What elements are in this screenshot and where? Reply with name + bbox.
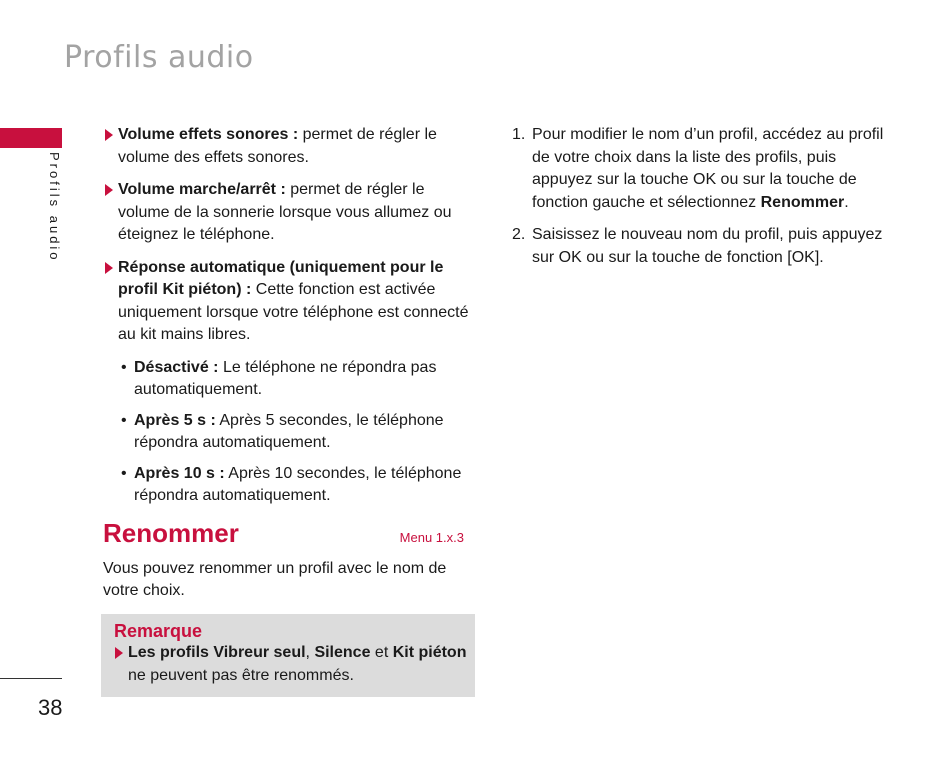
triangle-bullet-icon [105,129,113,141]
sub-bullet-term: Après 10 s : [134,464,225,482]
note-profile-1: Les profils Vibreur seul [128,644,306,661]
right-column [512,124,884,279]
note-rest: ne peuvent pas être renommés. [128,666,354,684]
step-text: Saisissez le nouveau nom du profil, puis appuyez sur OK ou sur la touche de fonction [OK]. [532,226,883,266]
note-body [128,642,468,687]
note-profile-3: Kit piéton [392,644,467,661]
note-separator: , [305,644,315,661]
numbered-step [512,124,884,214]
dot-bullet-icon: • [121,358,127,376]
sub-bullet-text: Après 10 secondes, le téléphone répondra automatiquement. [134,464,462,504]
bullet-term: Volume marche/arrêt : [118,181,286,198]
bullet-text: permet de régler le volume des effets sonores. [118,126,437,166]
note-profile-2: Silence [314,644,371,661]
bullet-term: Volume effets sonores : [118,126,299,143]
step-text: Pour modifier le nom d’un profil, accédez au profil de votre choix dans la liste des profils, puis appuyez sur la touche OK ou sur la touche de fonction gauche et sélectionnez [532,126,884,211]
note-box [101,614,475,697]
step-bold: Renommer [760,193,845,211]
step-end: . [844,193,849,211]
side-tab-marker [0,128,62,148]
bullet-item [103,179,478,247]
sub-bullet-item [103,463,478,508]
step-number: 2. [512,226,526,243]
sub-bullet-item [103,357,478,402]
page-number: 38 [38,695,63,720]
numbered-step [512,224,884,269]
dot-bullet-icon: • [121,464,127,482]
side-section-label: Profils audio [47,152,62,263]
bullet-item [103,124,478,169]
triangle-bullet-icon [105,184,113,196]
step-number: 1. [512,126,526,143]
sub-bullet-term: Désactivé : [134,358,219,376]
bullet-term: Réponse automatique (uniquement pour le profil Kit piéton) : [118,258,444,298]
dot-bullet-icon: • [121,411,127,429]
menu-reference: Menu 1.x.3 [399,529,464,545]
sub-bullet-term: Après 5 s : [134,411,216,429]
bullet-text: permet de régler le volume de la sonnerie lorsque vous allumez ou éteignez le téléphone. [118,181,452,243]
section-intro: Vous pouvez renommer un profil avec le nom de votre choix. [103,559,447,599]
bullet-text: Cette fonction est activée uniquement lorsque votre téléphone est connecté au kit mains libres. [118,281,469,343]
sub-bullet-text: Le téléphone ne répondra pas automatiquement. [134,358,437,398]
page-title: Profils audio [64,40,254,75]
section-title: Renommer [103,517,239,548]
note-separator: et [370,644,393,661]
bullet-item [103,257,478,347]
left-column [103,124,478,613]
section-header [103,518,478,558]
sub-bullet-item [103,410,478,455]
triangle-bullet-icon [115,647,123,659]
triangle-bullet-icon [105,262,113,274]
footer-rule [0,678,62,679]
sub-bullet-text: Après 5 secondes, le téléphone répondra automatiquement. [134,411,444,451]
note-title: Remarque [114,621,203,641]
